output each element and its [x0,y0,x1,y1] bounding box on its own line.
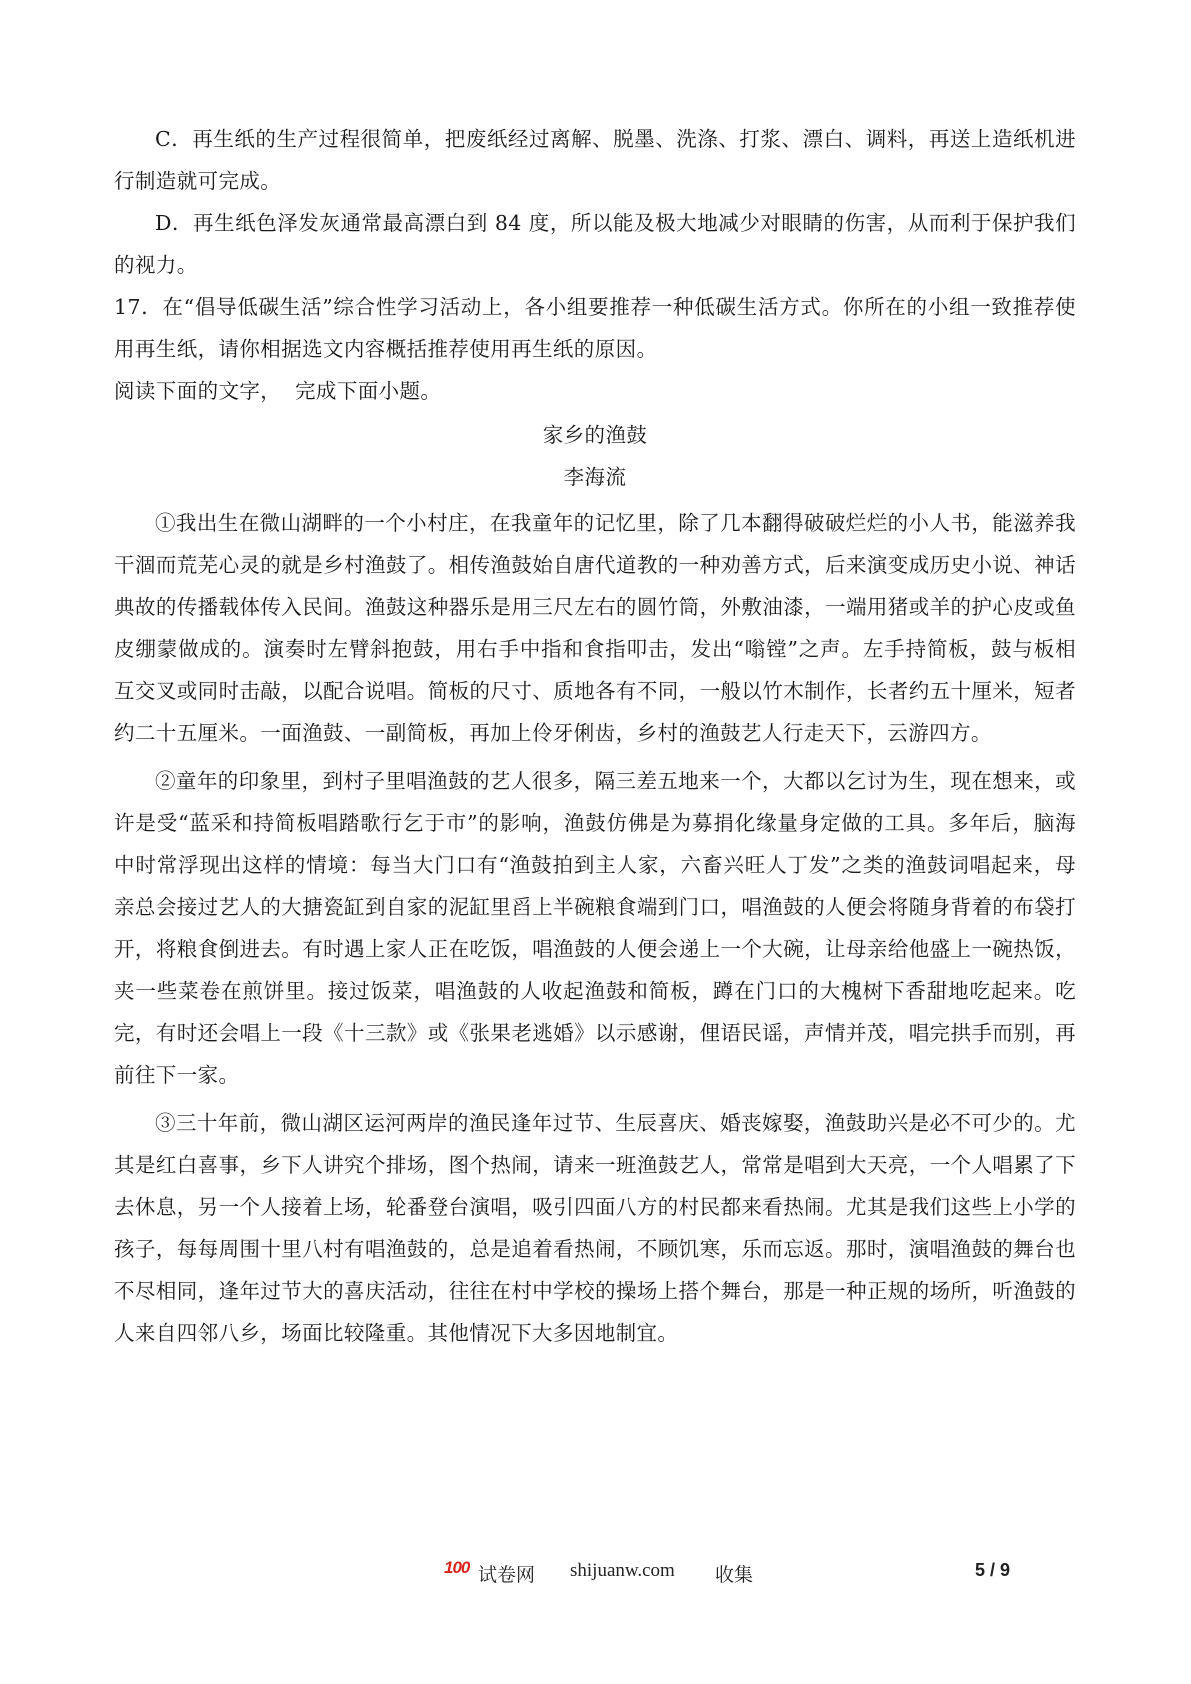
site-logo: 100 [444,1558,470,1577]
page-number: 5 / 9 [975,1560,1011,1580]
article-title: 家乡的渔鼓 [542,423,648,447]
page-footer [0,1554,1191,1594]
article-author: 李海流 [563,465,627,489]
reading-instruction: 阅读下面的文字， 完成下面小题。 [114,379,442,403]
option-d: D．再生纸色泽发灰通常最高漂白到 84 度，所以能及极大地减少对眼睛的伤害，从而利于保护我们的视力。 [114,211,1076,277]
site-url: shijuanw.com [570,1560,675,1581]
site-name: 试卷网 [478,1565,536,1586]
option-c: C．再生纸的生产过程很简单，把废纸经过离解、脱墨、洗涤、打浆、漂白、调料，再送上造纸机进行制造就可完成。 [114,127,1076,193]
collect-label: 收集 [715,1565,754,1586]
article-paragraph-2: ②童年的印象里，到村子里唱渔鼓的艺人很多，隔三差五地来一个，大都以乞讨为生，现在想来，或许是受“蓝采和持简板唱踏歌行乞于市”的影响，渔鼓仿佛是为募捐化缘量身定做的工具。多年后，脑海中时常浮现出这样的情境：每当大门口有“渔鼓拍到主人家，六畜兴旺人丁发”之类的渔鼓词唱起来，母亲总会接过艺人的大搪瓷缸到自家的泥缸里舀上半碗粮食端到门口，唱渔鼓的人便会将随身背着的布袋打开，将粮食倒进去。有时遇上家人正在吃饭，唱渔鼓的人便会递上一个大碗，让母亲给他盛上一碗热饭，夹一些菜卷在煎饼里。接过饭菜，唱渔鼓的人收起渔鼓和简板，蹲在门口的大槐树下香甜地吃起来。吃完，有时还会唱上一段《十三款》或《张果老逃婚》以示感谢，俚语民谣，声情并茂，唱完拱手而别，再前往下一家。 [114,769,1076,1087]
article-paragraph-1: ①我出生在微山湖畔的一个小村庄，在我童年的记忆里，除了几本翻得破破烂烂的小人书，能滋养我干涸而荒芜心灵的就是乡村渔鼓了。相传渔鼓始自唐代道教的一种劝善方式，后来演变成历史小说、神话典故的传播载体传入民间。渔鼓这种器乐是用三尺左右的圆竹筒，外敷油漆，一端用猪或羊的护心皮或鱼皮绷蒙做成的。演奏时左臂斜抱鼓，用右手中指和食指叩击，发出“嗡镗”之声。左手持简板，鼓与板相互交叉或同时击敲，以配合说唱。简板的尺寸、质地各有不同，一般以竹木制作，长者约五十厘米，短者约二十五厘米。一面渔鼓、一副简板，再加上伶牙俐齿，乡村的渔鼓艺人行走天下，云游四方。 [114,511,1076,745]
article-paragraph-3: ③三十年前，微山湖区运河两岸的渔民逢年过节、生辰喜庆、婚丧嫁娶，渔鼓助兴是必不可少的。尤其是红白喜事，乡下人讲究个排场，图个热闹，请来一班渔鼓艺人，常常是唱到大天亮，一个人唱累了下去休息，另一个人接着上场，轮番登台演唱，吸引四面八方的村民都来看热闹。尤其是我们这些上小学的孩子，每每周围十里八村有唱渔鼓的，总是追着看热闹，不顾饥寒，乐而忘返。那时，演唱渔鼓的舞台也不尽相同，逢年过节大的喜庆活动，往往在村中学校的操场上搭个舞台，那是一种正规的场所，听渔鼓的人来自四邻八乡，场面比较隆重。其他情况下大多因地制宜。 [114,1111,1076,1345]
document-body [114,118,1076,1360]
question-17: 17．在“倡导低碳生活”综合性学习活动上，各小组要推荐一种低碳生活方式。你所在的小组一致推荐使用再生纸，请你相据选文内容概括推荐使用再生纸的原因。 [114,295,1076,361]
